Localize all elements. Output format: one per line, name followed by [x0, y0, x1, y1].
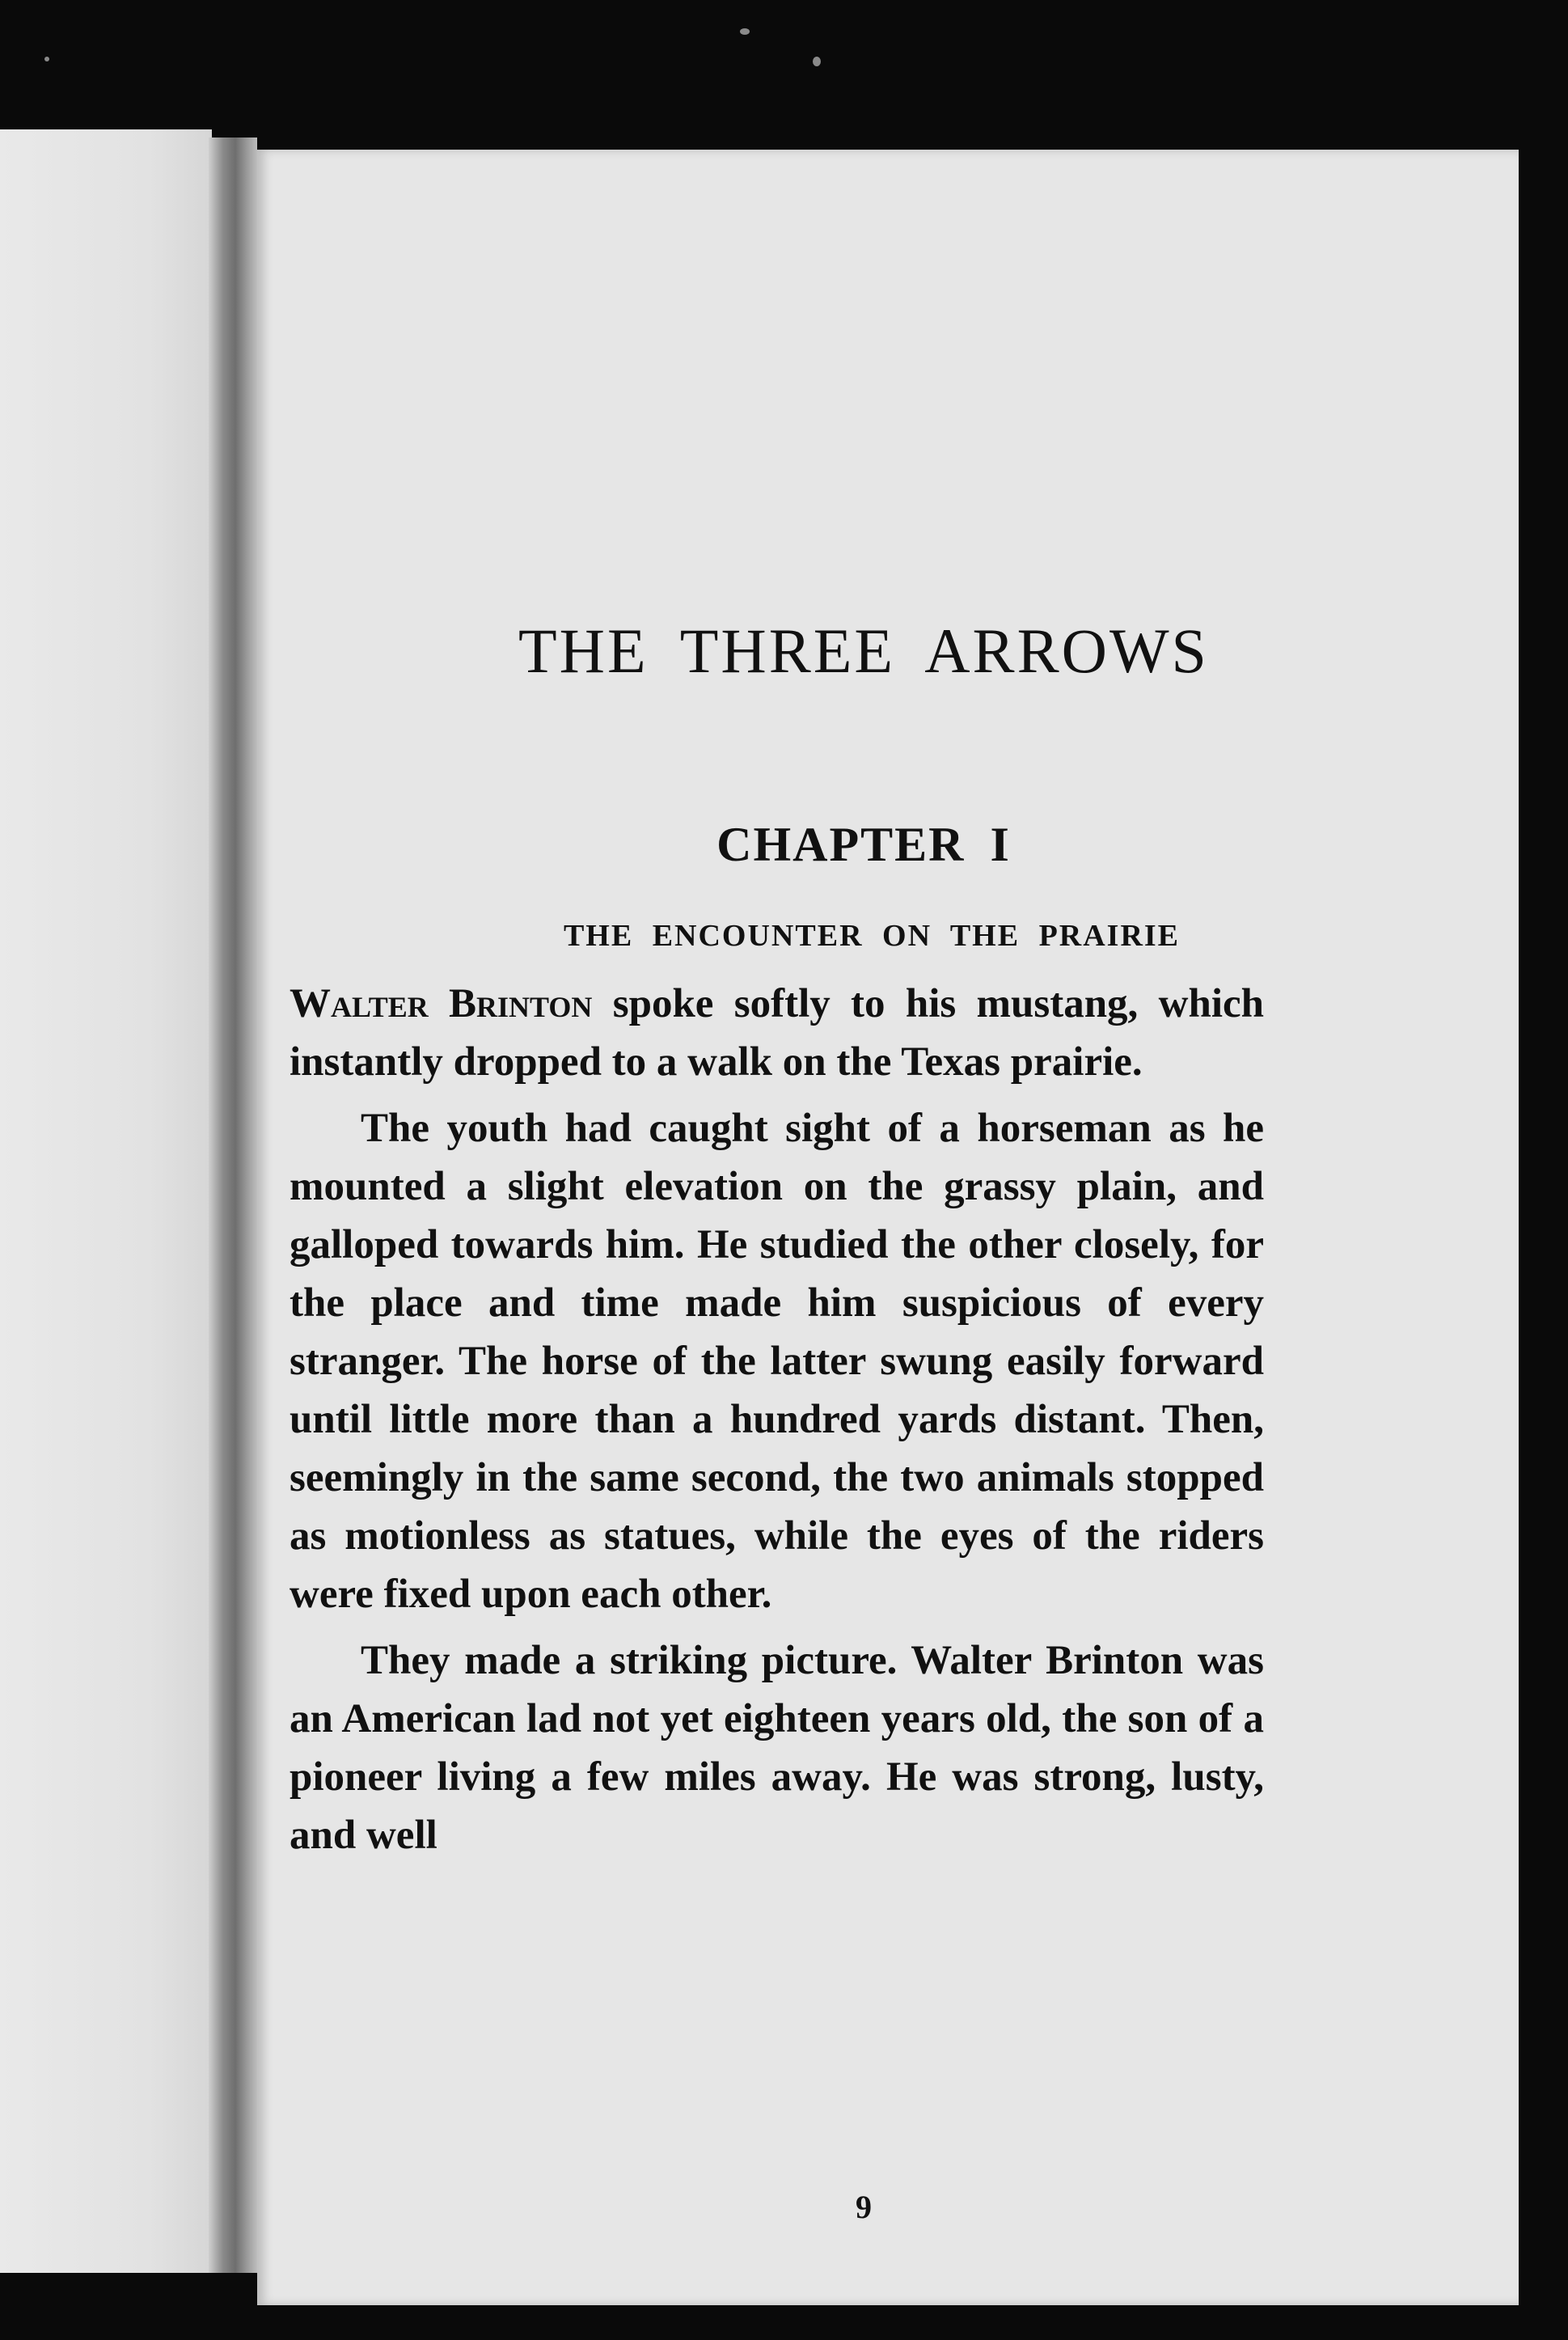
chapter-subtitle: THE ENCOUNTER ON THE PRAIRIE [563, 919, 1181, 953]
dust-speck [813, 57, 821, 66]
page-number: 9 [856, 2189, 872, 2225]
paragraph-1 [290, 975, 1264, 1091]
chapter-body [290, 975, 1264, 1872]
paragraph-1-text: spoke softly to his mustang, which instantly dropped to a walk on the Texas prairie. [290, 981, 1264, 1085]
book-gutter [209, 138, 257, 2273]
chapter-heading: CHAPTER I [716, 818, 1011, 871]
paragraph-3: They made a striking picture. Walter Brinton was an American lad not yet eighteen years old, the son of a pioneer living a few miles away. He was strong, lusty, and well [290, 1638, 1264, 1858]
paragraph-2: The youth had caught sight of a horseman as he mounted a slight elevation on the grassy plain, and galloped towards him. He studied the other closely, for the place and time made him suspicious of every stranger. The horse of the latter swung easily forward until little more than a hundred yards distant. Then, seemingly in the same second, the two animals stopped as motionless as statues, while the eyes of the riders were fixed upon each other. [290, 1106, 1264, 1617]
lead-name: Walter Brinton [290, 981, 593, 1026]
left-facing-page [0, 129, 212, 2273]
dust-speck [740, 28, 750, 35]
book-page [257, 150, 1519, 2305]
book-title: THE THREE ARROWS [518, 616, 1209, 686]
dust-speck [44, 57, 49, 61]
page-content [257, 150, 1519, 2305]
